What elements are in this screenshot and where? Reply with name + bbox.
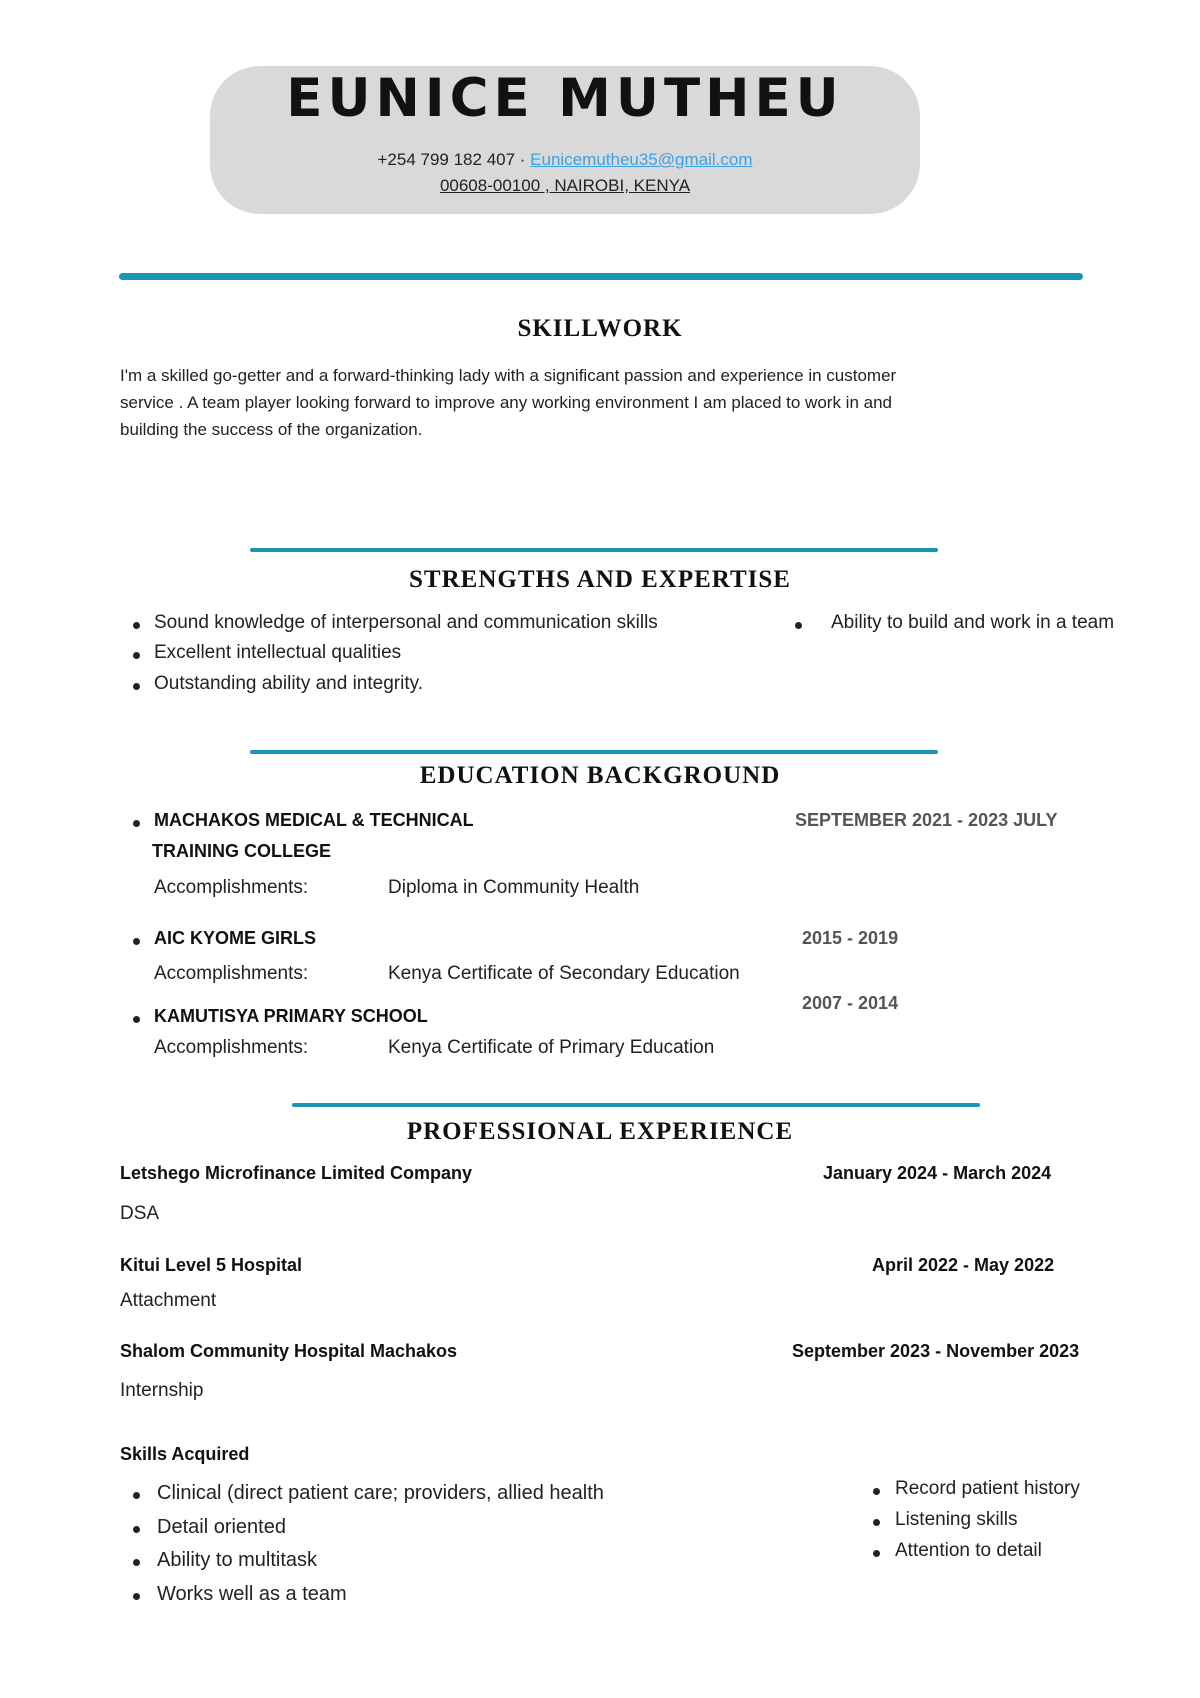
- skills-acquired-title: Skills Acquired: [120, 1444, 250, 1464]
- summary-line: building the success of the organization.: [120, 420, 423, 439]
- company-name: Kitui Level 5 Hospital: [120, 1255, 303, 1275]
- bullet-icon: [133, 820, 140, 827]
- job-role: Attachment: [120, 1290, 217, 1311]
- bullet-icon: [133, 1593, 140, 1600]
- email-link[interactable]: Eunicemutheu35@gmail.com: [530, 150, 753, 169]
- bullet-icon: [873, 1519, 880, 1526]
- job-dates: April 2022 - May 2022: [872, 1255, 1055, 1275]
- accomplishments-label: Accomplishments:: [154, 1037, 309, 1058]
- job-role: Internship: [120, 1380, 204, 1401]
- bullet-icon: [133, 938, 140, 945]
- divider-top: [119, 273, 1083, 280]
- job-dates: January 2024 - March 2024: [823, 1163, 1052, 1183]
- summary-paragraph: [120, 362, 1050, 443]
- strength-item: Outstanding ability and integrity.: [154, 673, 423, 694]
- job-dates: September 2023 - November 2023: [792, 1341, 1080, 1361]
- bullet-icon: [133, 1526, 140, 1533]
- bullet-icon: [133, 683, 140, 690]
- bullet-icon: [133, 1492, 140, 1499]
- skill-item: Record patient history: [895, 1478, 1080, 1499]
- school-name: MACHAKOS MEDICAL & TECHNICAL: [154, 810, 474, 830]
- strength-item: Sound knowledge of interpersonal and communication skills: [154, 612, 658, 633]
- accomplishment-value: Kenya Certificate of Primary Education: [388, 1037, 715, 1058]
- job-role: DSA: [120, 1203, 160, 1224]
- bullet-icon: [795, 622, 802, 629]
- skill-item: Clinical (direct patient care; providers, allied health: [157, 1482, 604, 1504]
- phone-number: +254 799 182 407: [377, 150, 516, 169]
- education-dates: SEPTEMBER 2021 - 2023 JULY: [795, 810, 1058, 830]
- company-name: Shalom Community Hospital Machakos: [120, 1341, 458, 1361]
- accomplishments-label: Accomplishments:: [154, 877, 309, 898]
- section-title-skillwork: SKILLWORK: [517, 315, 683, 342]
- skill-item: Works well as a team: [157, 1583, 347, 1605]
- school-name-cont: TRAINING COLLEGE: [152, 841, 331, 861]
- bullet-icon: [133, 652, 140, 659]
- bullet-icon: [133, 1559, 140, 1566]
- bullet-icon: [873, 1488, 880, 1495]
- accomplishment-value: Diploma in Community Health: [388, 877, 640, 898]
- company-name: Letshego Microfinance Limited Company: [120, 1163, 473, 1183]
- section-title-experience: PROFESSIONAL EXPERIENCE: [406, 1118, 794, 1145]
- skill-item: Ability to multitask: [157, 1549, 318, 1571]
- strength-item: Ability to build and work in a team: [831, 612, 1115, 633]
- bullet-icon: [133, 622, 140, 629]
- candidate-name: EUNICE MUTHEU: [286, 68, 844, 129]
- education-dates: 2015 - 2019: [802, 928, 899, 948]
- summary-line: I'm a skilled go-getter and a forward-thinking lady with a significant passion and experience in customer: [120, 366, 897, 385]
- bullet-icon: [873, 1550, 880, 1557]
- summary-line: service . A team player looking forward to improve any working environment I am placed to work in and: [120, 393, 892, 412]
- school-name: AIC KYOME GIRLS: [154, 928, 317, 948]
- address: 00608-00100 , NAIROBI, KENYA: [439, 176, 691, 195]
- contact-separator: ·: [515, 150, 531, 169]
- divider-strengths: [250, 548, 938, 552]
- strength-item: Excellent intellectual qualities: [154, 642, 402, 663]
- school-name: KAMUTISYA PRIMARY SCHOOL: [154, 1006, 428, 1026]
- section-title-strengths: STRENGTHS AND EXPERTISE: [409, 566, 791, 593]
- divider-education: [250, 750, 938, 754]
- accomplishment-value: Kenya Certificate of Secondary Education: [388, 963, 740, 984]
- bullet-icon: [133, 1016, 140, 1023]
- skill-item: Listening skills: [895, 1509, 1018, 1530]
- section-title-education: EDUCATION BACKGROUND: [419, 762, 781, 789]
- contact-line: [210, 150, 920, 170]
- education-dates: 2007 - 2014: [802, 993, 899, 1013]
- skill-item: Detail oriented: [157, 1516, 286, 1538]
- divider-experience: [292, 1103, 980, 1107]
- accomplishments-label: Accomplishments:: [154, 963, 309, 984]
- skill-item: Attention to detail: [895, 1540, 1042, 1561]
